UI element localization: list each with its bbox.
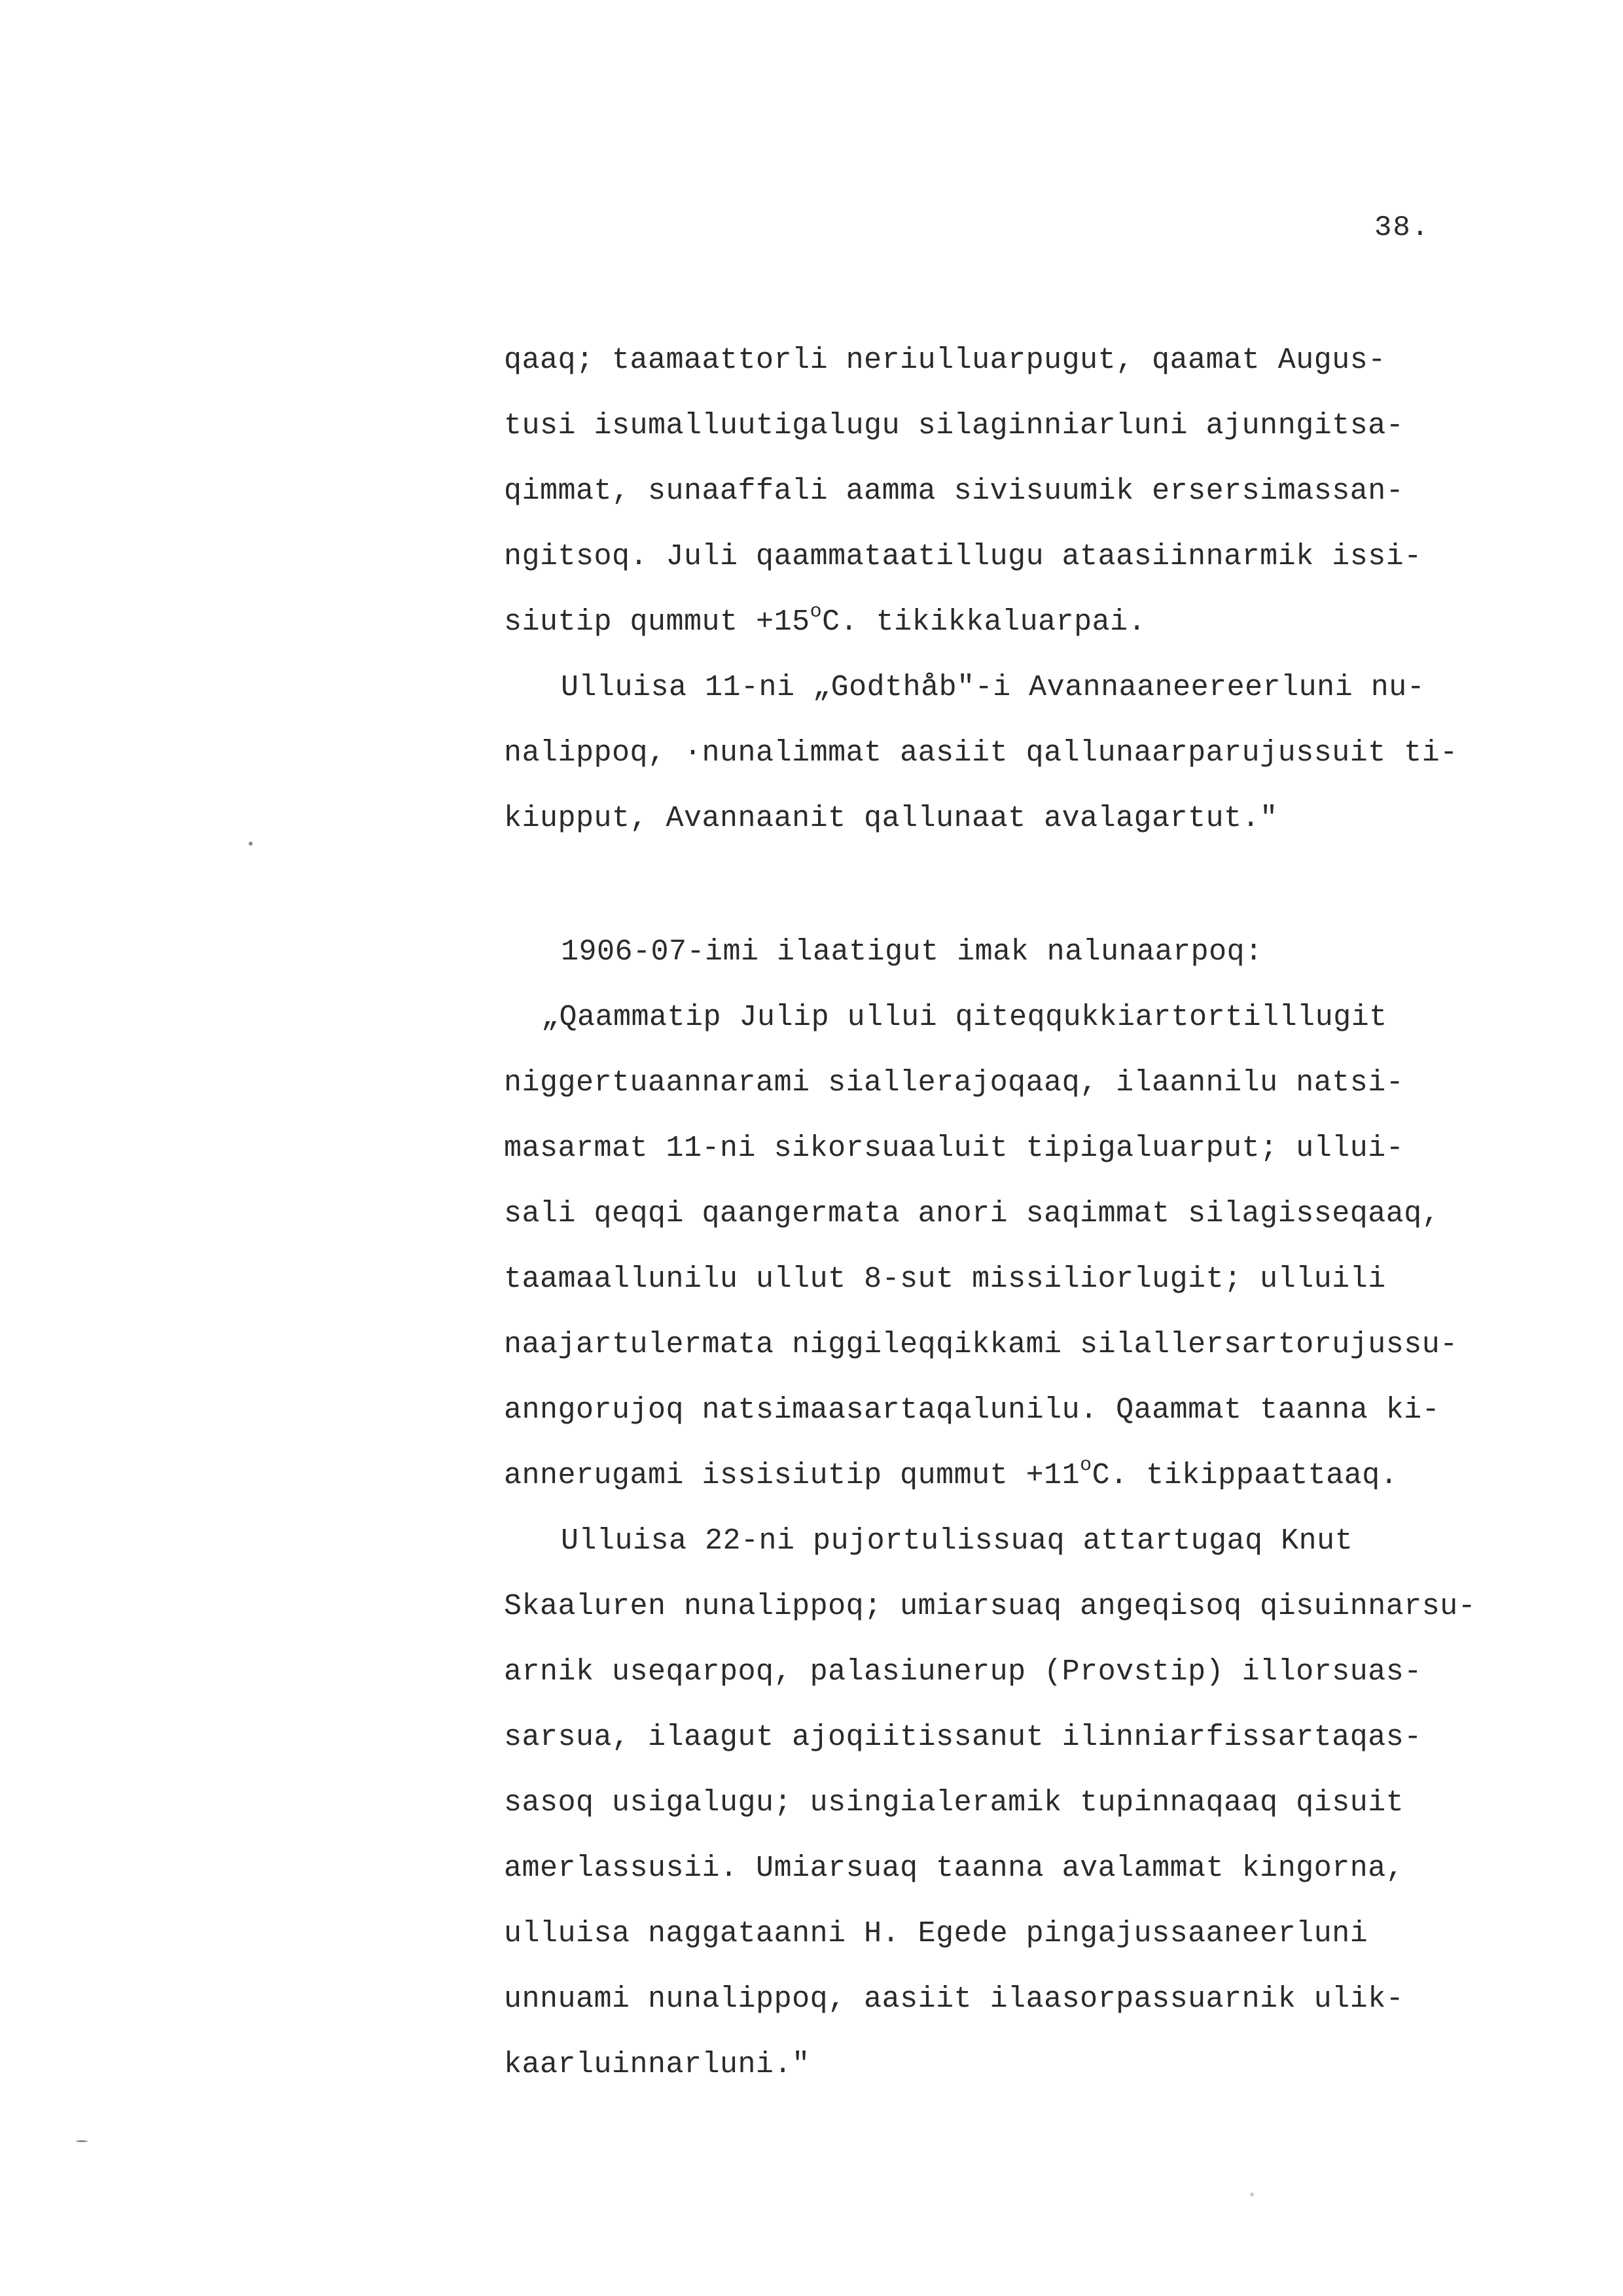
text-line: taamaallunilu ullut 8-sut missiliorlugit; ulluili (504, 1263, 1386, 1296)
text-line (504, 1456, 1398, 1496)
text-line: ulluisa naggataanni H. Egede pingajussaaneerluni (504, 1917, 1368, 1950)
scan-speck (249, 842, 253, 846)
text-line: masarmat 11-ni sikorsuaaluit tipigaluarput; ullui- (504, 1132, 1404, 1165)
text-line: qimmat, sunaaffali aamma sivisuumik ersersimassan- (504, 475, 1404, 508)
text-line: nalippoq, ·nunalimmat aasiit qallunaarparujussuit ti- (504, 736, 1458, 770)
text-line: niggertuaannarami siallerajoqaaq, ilaannilu natsi- (504, 1066, 1404, 1100)
text-line: sarsua, ilaagut ajoqiitissanut ilinniarfissartaqas- (504, 1721, 1422, 1754)
text-line: Ulluisa 22-ni pujortulissuaq attartugaq Knut (561, 1524, 1353, 1558)
text-fragment: C. tikikkaluarpai. (822, 605, 1147, 639)
scan-speck (76, 2140, 88, 2142)
text-line: Ulluisa 11-ni „Godthåb"-i Avannaaneereerluni nu- (561, 671, 1425, 704)
degree-superscript: o (1080, 1454, 1092, 1477)
text-line: anngorujoq natsimaasartaqalunilu. Qaammat taanna ki- (504, 1393, 1440, 1427)
text-fragment: annerugami issisiutip qummut +11 (504, 1459, 1080, 1492)
text-line: Skaaluren nunalippoq; umiarsuaq angeqisoq qisuinnarsu- (504, 1590, 1476, 1623)
text-fragment: C. tikippaattaaq. (1092, 1459, 1399, 1492)
page-number: 38. (1374, 211, 1431, 244)
text-line: kaarluinnarluni." (504, 2048, 810, 2081)
degree-superscript: o (810, 601, 823, 623)
text-line: qaaq; taamaattorli neriulluarpugut, qaamat Augus- (504, 344, 1386, 377)
text-line: tusi isumalluutigalugu silaginniarluni ajunngitsa- (504, 409, 1404, 442)
text-line: naajartulermata niggileqqikkami silallersartorujussu- (504, 1328, 1458, 1361)
text-line: sali qeqqi qaangermata anori saqimmat silagisseqaaq, (504, 1197, 1440, 1230)
text-line: amerlassusii. Umiarsuaq taanna avalammat kingorna, (504, 1852, 1404, 1885)
text-line: „Qaammatip Julip ullui qiteqqukkiartortilllugit (541, 1001, 1387, 1034)
text-line: sasoq usigalugu; usingialeramik tupinnaqaaq qisuit (504, 1786, 1404, 1820)
text-fragment: siutip qummut +15 (504, 605, 810, 639)
text-line: 1906-07-imi ilaatigut imak nalunaarpoq: (561, 935, 1263, 969)
text-line (504, 603, 1146, 642)
text-line: arnik useqarpoq, palasiunerup (Provstip) illorsuas- (504, 1655, 1422, 1689)
text-line: kiupput, Avannaanit qallunaat avalagartut." (504, 802, 1278, 835)
scan-speck (1250, 2193, 1254, 2197)
text-line: ngitsoq. Juli qaammataatillugu ataasiinnarmik issi- (504, 540, 1422, 573)
text-line: unnuami nunalippoq, aasiit ilaasorpassuarnik ulik- (504, 1982, 1404, 2016)
